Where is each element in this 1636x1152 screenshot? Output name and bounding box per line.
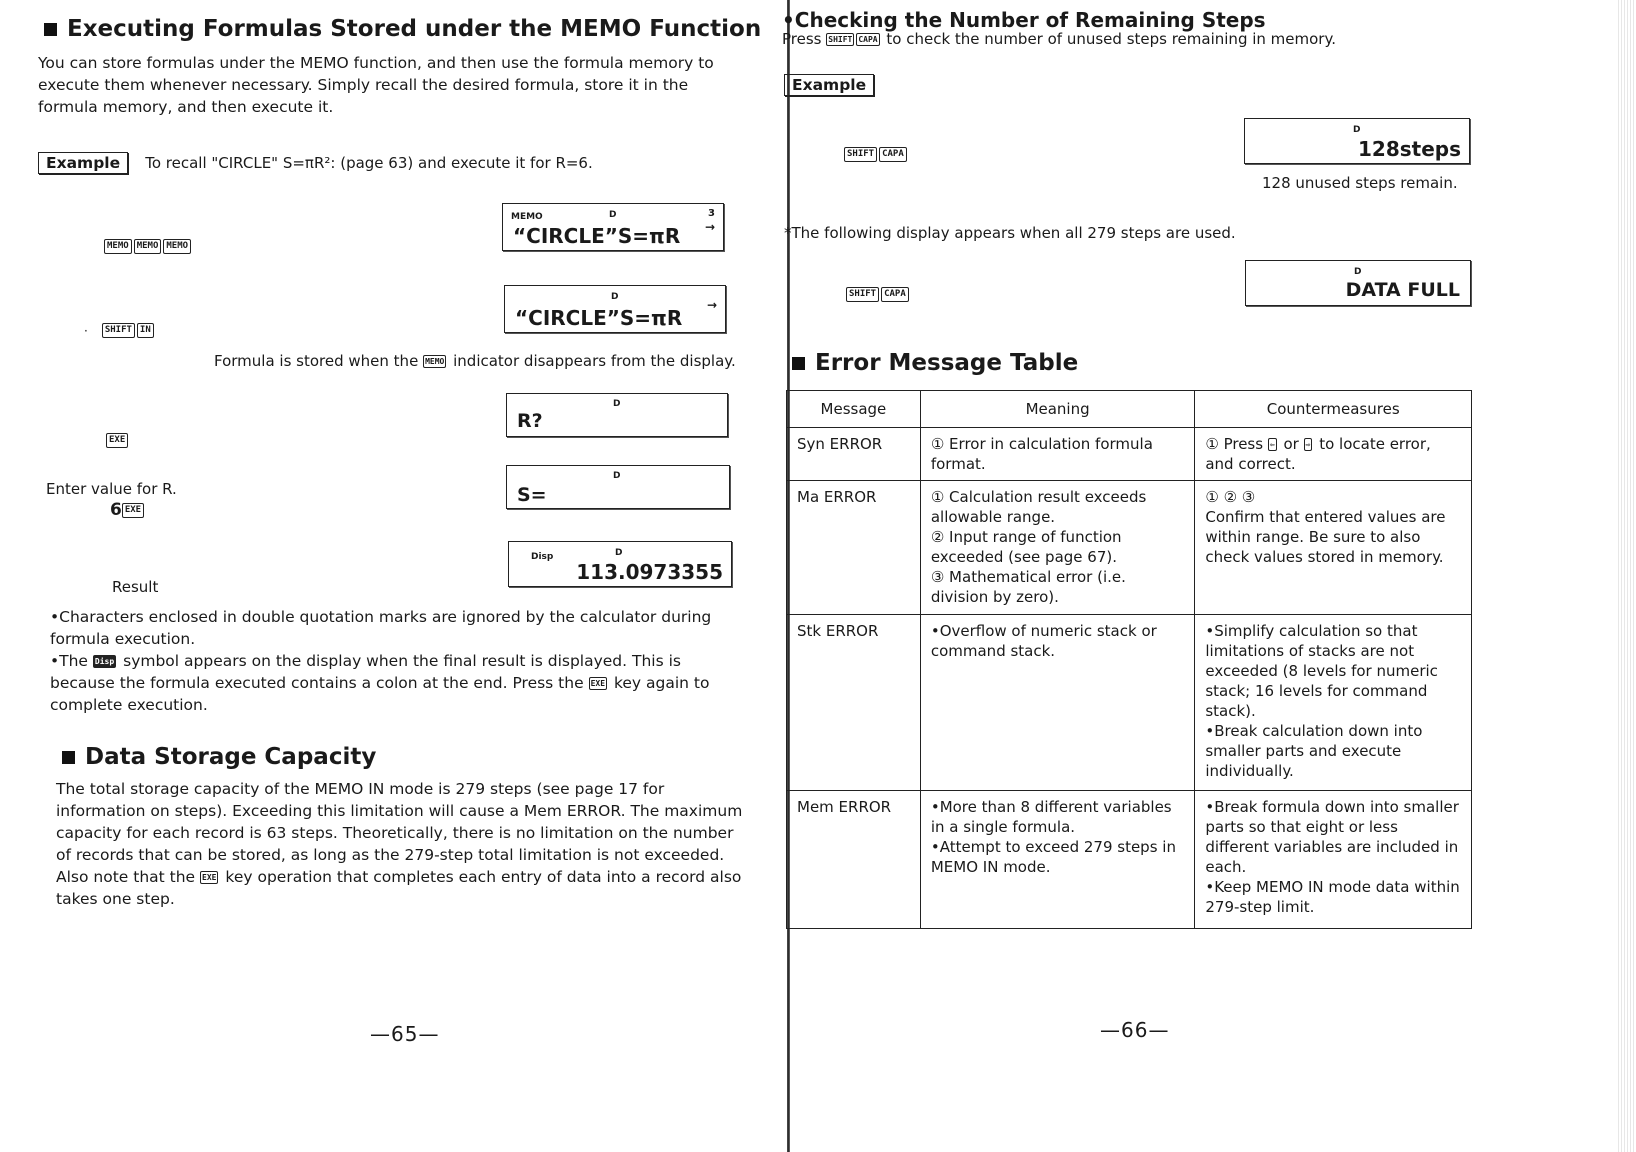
error-countermeasure: ① Press ⇦ or ⇨ to locate error, and correct. [1195,428,1472,481]
display-data-full: DATA FULL [1345,279,1460,301]
exe-key[interactable]: EXE [106,433,128,448]
example-text: To recall "CIRCLE" S=πR²: (page 63) and execute it for R=6. [145,154,593,172]
error-message: Stk ERROR [787,615,921,791]
top-number: 3 [708,208,715,219]
col-header: Meaning [920,391,1195,428]
capacity-paragraph: The total storage capacity of the MEMO IN mode is 279 steps (see page 17 for information on steps). Exceeding this limitation will cause a Mem ERROR. The maximum capacity for each record is 63 steps. Theoretically, there is no limitation on the number of records that can be stored, as long as the 279-step total limitation is not exceeded. Also note that the EXE key operation that completes each entry of data into a record also takes one step. [56,780,743,908]
left-arrow-key-icon: ⇦ [1269,440,1275,449]
lcd-display-4 [506,465,730,509]
right-arrow-icon: → [706,298,717,312]
full-note: *The following display appears when all 279 steps are used. [784,224,1236,242]
six-exe-keys [110,500,146,520]
error-message: Syn ERROR [787,428,921,481]
lcd-full [1245,260,1471,306]
exe-key[interactable]: EXE [122,503,144,518]
memo-function-heading: Executing Formulas Stored under the MEMO Function [44,16,761,42]
shift-in-keys: · SHIFT IN [84,320,156,339]
page-number-66: —66— [1100,1018,1170,1042]
memo-key: MEMO [425,357,445,366]
heading-square-icon [62,751,75,764]
remaining-steps-heading: •Checking the Number of Remaining Steps [782,8,1266,32]
right-page [782,0,1636,1152]
shift-key: SHIFT [828,35,853,44]
lcd-display-2 [504,285,726,333]
result-label: Result [112,578,159,596]
error-meaning: ① Error in calculation formula format. [920,428,1195,481]
right-arrow-key-icon: ⇨ [1305,440,1311,449]
right-arrow-icon: → [704,220,715,234]
example-label: Example [38,152,128,174]
error-countermeasure: •Simplify calculation so that limitations of stacks are not exceeded (8 levels for numeric stack; 16 levels for command stack). •Break calculation down into smaller parts and execute individually. [1195,615,1472,791]
table-row [787,615,1472,791]
d-indicator: D [1353,125,1361,135]
col-header: Countermeasures [1195,391,1472,428]
table-header-row [787,391,1472,428]
note-quotes: •Characters enclosed in double quotation marks are ignored by the calculator during formula execution. [50,608,712,648]
disp-indicator: Disp [531,552,554,562]
error-meaning: •Overflow of numeric stack or command stack. [920,615,1195,791]
exe-key: EXE [590,679,606,688]
capa-key[interactable]: CAPA [881,287,909,302]
left-page [0,0,790,1152]
d-indicator: D [613,399,621,409]
page-edge [1618,0,1636,1152]
display-text: S= [517,484,547,506]
lcd-display-1 [502,203,724,251]
memo-key[interactable]: MEMO [163,239,191,254]
error-message: Mem ERROR [787,791,921,929]
error-meaning: ① Calculation result exceeds allowable range. ② Input range of function exceeded (see page 67). ③ Mathematical error (i.e. division by zero). [920,481,1195,615]
lcd-display-5 [508,541,732,587]
capacity-heading: Data Storage Capacity [62,744,376,770]
d-indicator: D [609,210,617,220]
d-indicator: D [1354,267,1362,277]
display-steps: 128steps [1358,137,1461,161]
memo-key[interactable]: MEMO [134,239,162,254]
intro-paragraph: You can store formulas under the MEMO function, and then use the formula memory to execute them whenever necessary. Simply recall the desired formula, store it in the formula memory, and then execute it. [38,54,714,116]
capa-key[interactable]: CAPA [879,147,907,162]
in-key[interactable]: IN [137,323,154,338]
example-label-right: Example [784,74,874,96]
d-indicator: D [613,471,621,481]
d-indicator: D [611,292,619,302]
shift-key[interactable]: SHIFT [846,287,879,302]
enter-value-label: Enter value for R. [46,480,177,498]
memo-key[interactable]: MEMO [104,239,132,254]
d-indicator: D [615,548,623,558]
shift-capa-keys-2 [846,284,911,303]
table-row [787,428,1472,481]
display-text: “CIRCLE”S=πR [513,224,681,248]
display-text: R? [517,410,543,432]
exe-key-row [106,430,130,449]
error-meaning: •More than 8 different variables in a single formula. •Attempt to exceed 279 steps in MEMO IN mode. [920,791,1195,929]
table-row [787,791,1472,929]
heading-square-icon [792,357,805,370]
display-result: 113.0973355 [576,560,723,584]
table-row [787,481,1472,615]
error-table-heading: Error Message Table [792,350,1078,376]
error-countermeasure: ① ② ③ Confirm that entered values are within range. Be sure to also check values stored in memory. [1195,481,1472,615]
memo-indicator: MEMO [511,212,543,222]
note-disp: •The Disp symbol appears on the display when the final result is displayed. This is because the formula executed contains a colon at the end. Press the EXE key again to complete execution. [50,652,710,714]
heading-square-icon [44,23,57,36]
display-text: “CIRCLE”S=πR [515,306,683,330]
capa-key: CAPA [858,35,878,44]
shift-capa-keys [844,144,909,163]
error-message: Ma ERROR [787,481,921,615]
shift-key[interactable]: SHIFT [102,323,135,338]
shift-key[interactable]: SHIFT [844,147,877,162]
error-table [786,390,1472,929]
stored-note: Formula is stored when the MEMO indicator disappears from the display. [214,352,736,370]
press-instruction: Press SHIFT CAPA to check the number of unused steps remaining in memory. [782,30,1336,48]
lcd-display-3 [506,393,728,437]
disp-symbol: Disp [94,657,115,666]
page-number-65: —65— [370,1022,440,1046]
example-row [38,152,593,174]
memo-keys [104,236,193,255]
lcd-steps [1244,118,1470,164]
exe-key: EXE [202,873,217,882]
col-header: Message [787,391,921,428]
steps-caption: 128 unused steps remain. [1262,174,1458,192]
digit-six: 6 [110,500,122,520]
error-countermeasure: •Break formula down into smaller parts so that eight or less different variables are included in each. •Keep MEMO IN mode data within 279-step limit. [1195,791,1472,929]
